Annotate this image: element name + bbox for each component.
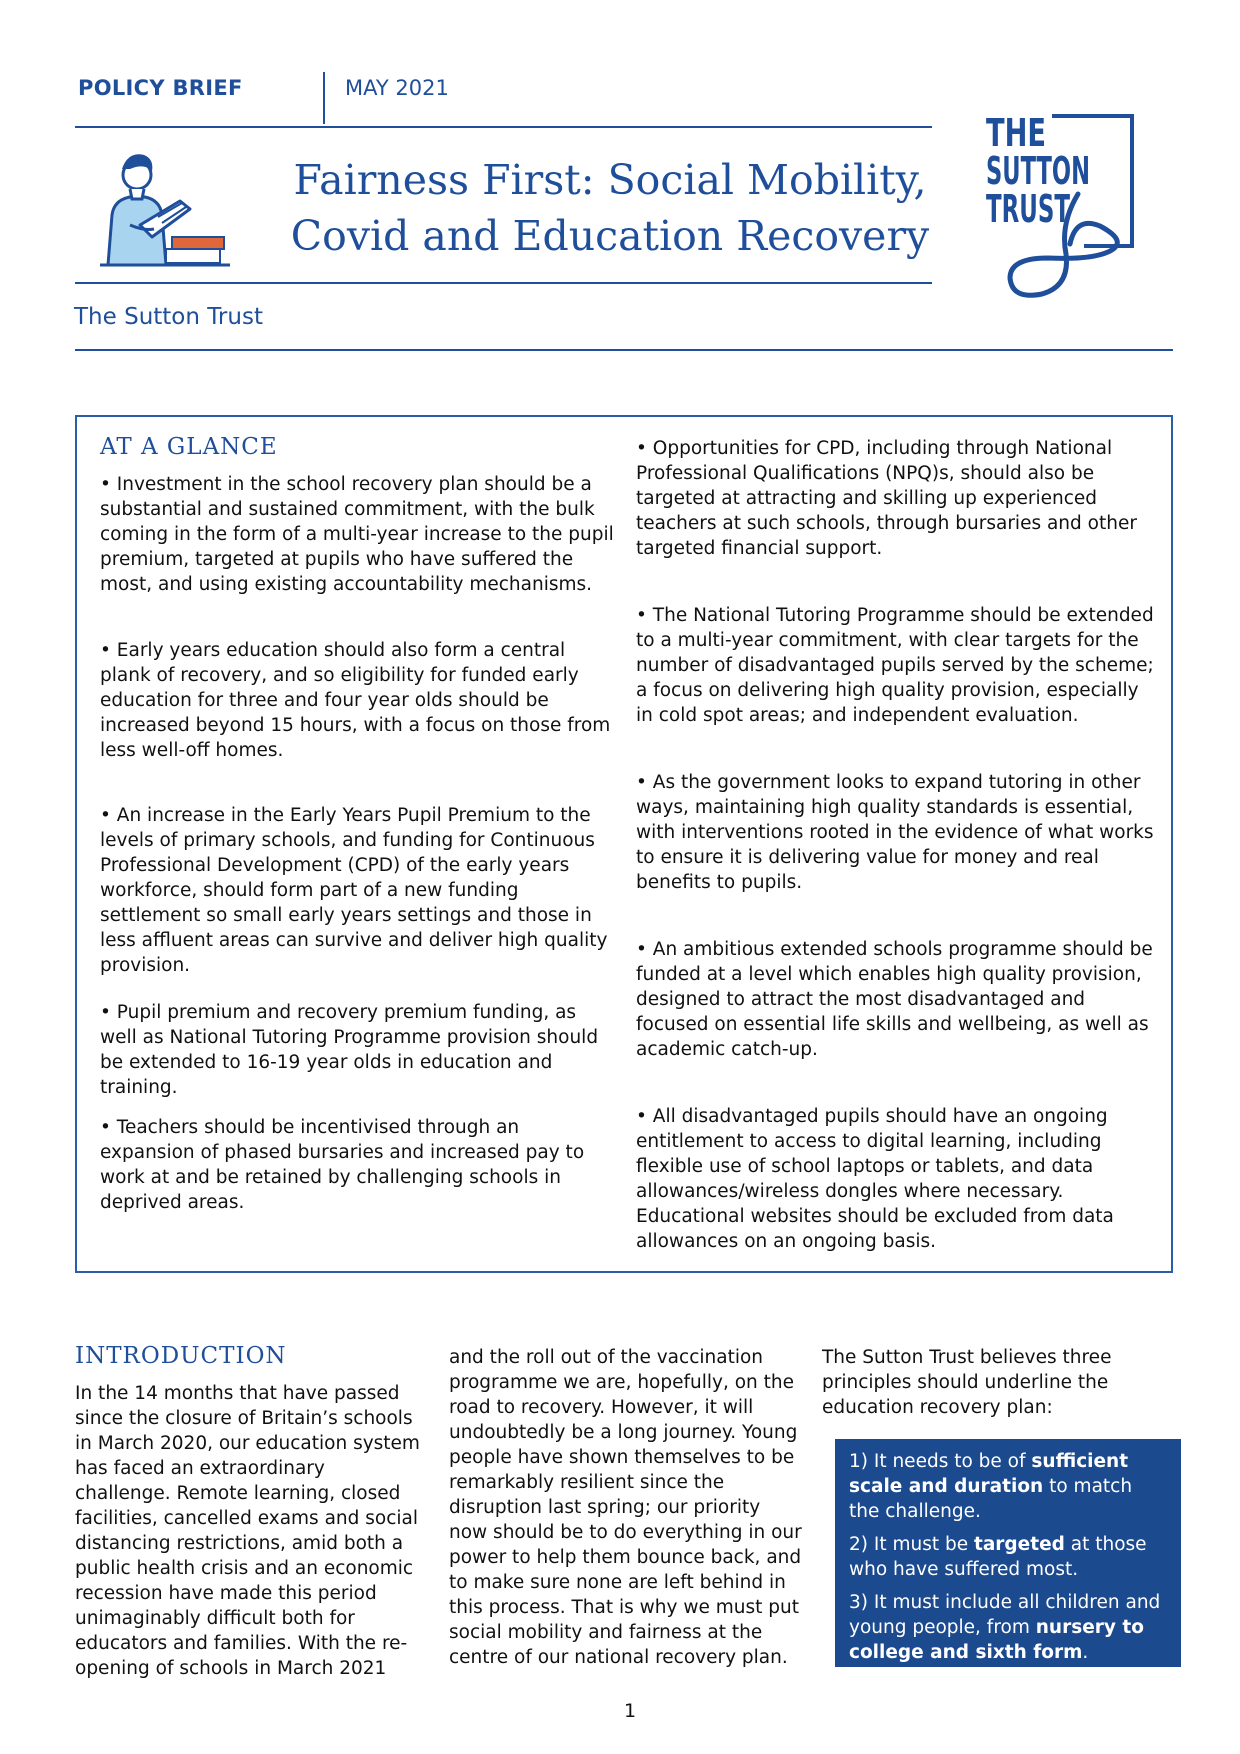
logo-word-2: SUTTON <box>986 149 1090 193</box>
document-title <box>270 152 950 264</box>
glance-bullet: • All disadvantaged pupils should have an ongoing entitlement to access to digital learning, including flexible use of school laptops or tablets, and data allowances/wireless dongles where necessary. Educational websites should be excluded from data allowances on an ongoing basis. <box>636 1106 1114 1252</box>
glance-bullet: • Pupil premium and recovery premium funding, as well as National Tutoring Programme provision should be extended to 16-19 year olds in education and training. <box>100 1002 599 1098</box>
glance-bullet: • An ambitious extended schools programme should be funded at a level which enables high quality provision, designed to attract the most disadvantaged and focused on essential life skills and wellbeing, as well as academic catch-up. <box>636 939 1153 1060</box>
glance-bullet: • An increase in the Early Years Pupil Premium to the levels of primary schools, and funding for Continuous Professional Development (CPD) of the early years workforce, should form part of a new funding settlement so small early years settings and those in less affluent areas can survive and deliver high quality provision. <box>100 805 608 976</box>
intro-column-3: The Sutton Trust believes three principles should underline the education recovery plan: <box>822 1347 1112 1418</box>
intro-column-2: and the roll out of the vaccination programme we are, hopefully, on the road to recovery. However, it will undoubtedly be a long journey. Young people have shown themselves to be remarkably resilient since the disruption last spring; our priority now should be to do everything in our power to help them bounce back, and to make sure none are left behind in this process. That is why we must put social mobility and fairness at the centre of our national recovery plan. <box>449 1347 802 1668</box>
glance-bullet: • The National Tutoring Programme should be extended to a multi-year commitment, with clear targets for the number of disadvantaged pupils served by the scheme; a focus on delivering high quality provision, especially in cold spot areas; and independent evaluation. <box>636 605 1154 726</box>
page-number: 1 <box>623 1700 637 1722</box>
principle-item: 3) It must include all children and young people, from nursery to college and sixth form. <box>849 1592 1161 1663</box>
introduction-heading: INTRODUCTION <box>75 1343 287 1369</box>
principles-box <box>835 1439 1181 1667</box>
logo-word-1: THE <box>986 111 1046 155</box>
title-line-1: Fairness First: Social Mobility, <box>293 156 927 204</box>
glance-bullet: • Opportunities for CPD, including through National Professional Qualifications (NPQ)s, should also be targeted at attracting and skilling up experienced teachers at such schools, through bursaries and other targeted financial support. <box>636 438 1137 559</box>
reading-person-icon <box>100 145 230 270</box>
author-name: The Sutton Trust <box>74 304 263 330</box>
glance-bullet: • Early years education should also form a central plank of recovery, and so eligibility for funded early education for three and four year olds should be increased beyond 15 hours, with a focus on those from less well-off homes. <box>100 640 611 761</box>
title-line-2: Covid and Education Recovery <box>290 212 930 260</box>
glance-bullet: • Teachers should be incentivised through an expansion of phased bursaries and increased pay to work at and be retained by challenging schools in deprived areas. <box>100 1117 585 1213</box>
at-a-glance-heading: AT A GLANCE <box>100 434 278 460</box>
intro-column-1: In the 14 months that have passed since the closure of Britain’s schools in March 2020, our education system has faced an extraordinary challenge. Remote learning, closed facilities, cancelled exams and social distancing restrictions, amid both a public health crisis and an economic recession have made this period unimaginably difficult both for educators and families. With the re-opening of schools in March 2021 <box>75 1383 420 1679</box>
glance-bullet: • As the government looks to expand tutoring in other ways, maintaining high quality standards is essential, with interventions rooted in the evidence of what works to ensure it is delivering value for money and real benefits to pupils. <box>636 772 1154 893</box>
brief-date: MAY 2021 <box>345 76 449 100</box>
principle-item: 2) It must be targeted at those who have suffered most. <box>849 1534 1147 1580</box>
brief-label: POLICY BRIEF <box>78 76 243 100</box>
header-rule-bottom <box>75 282 932 284</box>
header-rule-top <box>75 126 932 128</box>
author-rule <box>75 349 1173 351</box>
glance-bullet: • Investment in the school recovery plan should be a substantial and sustained commitment, with the bulk coming in the form of a multi-year increase to the pupil premium, targeted at pupils who have suffered the most, and using existing accountability mechanisms. <box>100 474 614 595</box>
logo-word-3: TRUST <box>986 187 1071 231</box>
sutton-trust-logo <box>980 104 1140 304</box>
principle-item: 1) It needs to be of sufficient scale and duration to match the challenge. <box>849 1451 1133 1522</box>
header-divider <box>323 72 325 124</box>
